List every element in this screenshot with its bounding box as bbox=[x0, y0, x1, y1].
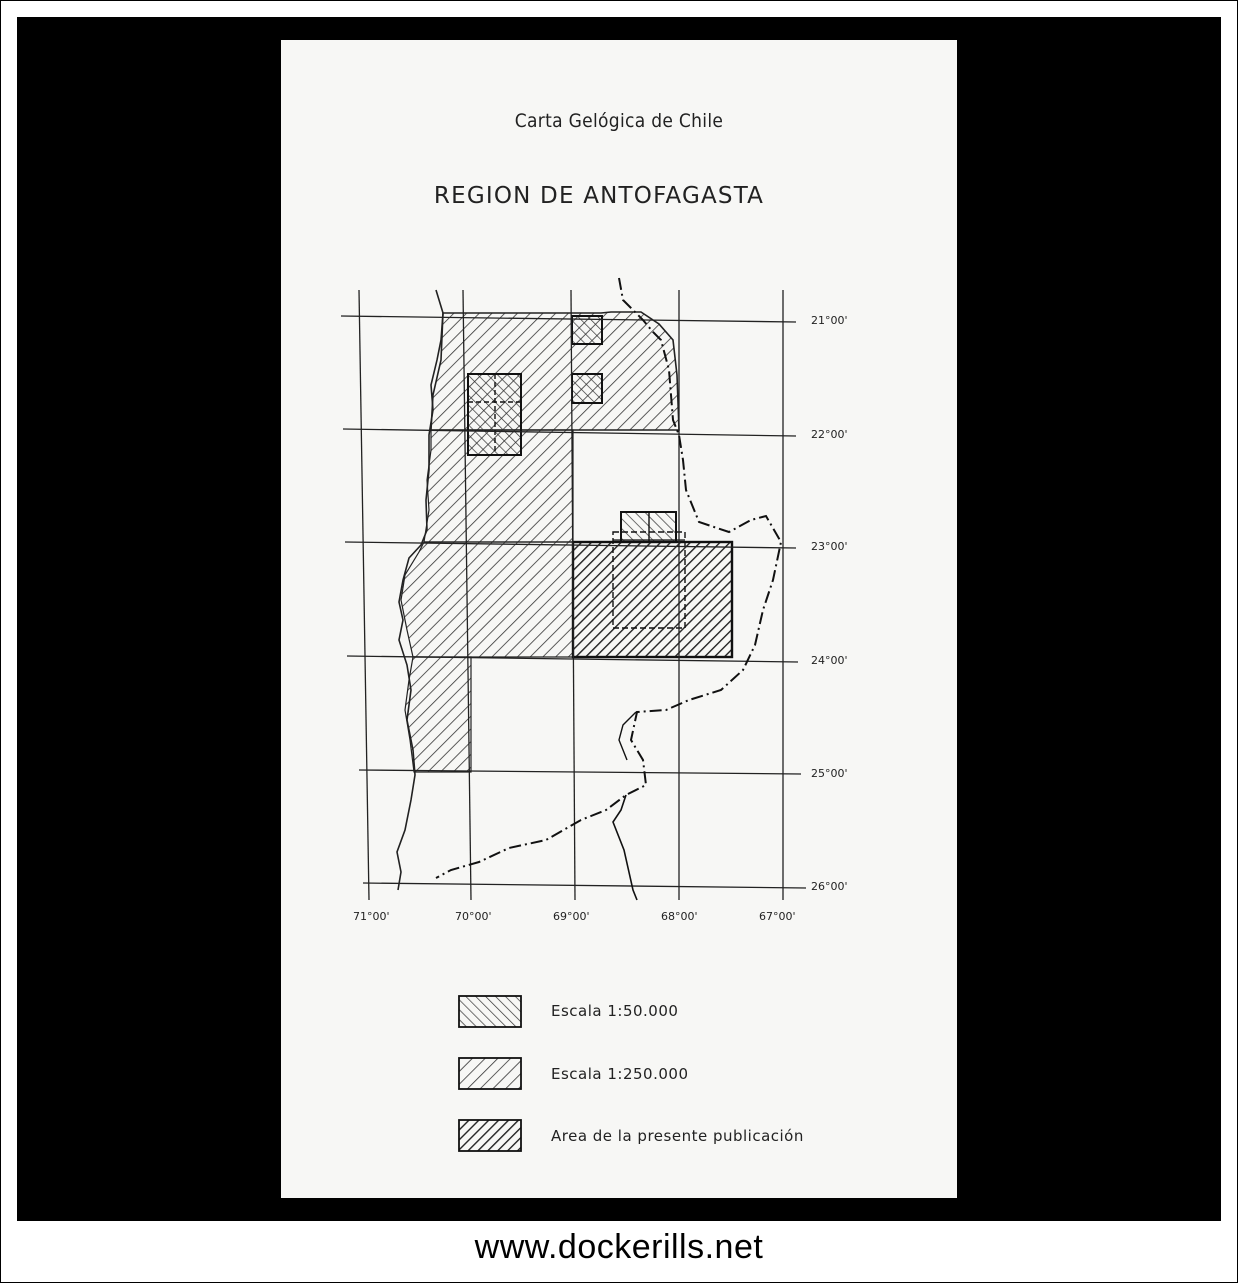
lat-label-21: 21°00' bbox=[811, 314, 848, 327]
lon-label-70: 70°00' bbox=[455, 910, 492, 923]
legend-label-250k: Escala 1:250.000 bbox=[551, 1065, 689, 1083]
lon-label-71: 71°00' bbox=[353, 910, 390, 923]
lat-label-24: 24°00' bbox=[811, 654, 848, 667]
lat-label-22: 22°00' bbox=[811, 428, 848, 441]
inner-boundary bbox=[619, 712, 636, 760]
sheet-50k-a bbox=[572, 316, 602, 344]
coastal-strip-south bbox=[405, 657, 471, 772]
lon-label-68: 68°00' bbox=[661, 910, 698, 923]
publication-area bbox=[573, 542, 732, 657]
legend-label-50k: Escala 1:50.000 bbox=[551, 1002, 679, 1020]
border-branch bbox=[613, 795, 637, 900]
map-title: REGION DE ANTOFAGASTA bbox=[433, 183, 765, 209]
map-sheet bbox=[281, 40, 957, 1198]
legend-swatch-50k bbox=[459, 996, 521, 1027]
lat-label-26: 26°00' bbox=[811, 880, 848, 893]
map-subtitle: Carta Gelógica de Chile bbox=[514, 110, 724, 132]
sheet-23-24-west bbox=[401, 542, 573, 657]
legend-swatch-publication bbox=[459, 1120, 521, 1151]
sheet-50k-b bbox=[572, 374, 602, 403]
lon-label-69: 69°00' bbox=[553, 910, 590, 923]
legend-swatch-250k bbox=[459, 1058, 521, 1089]
lon-label-67: 67°00' bbox=[759, 910, 796, 923]
lat-label-23: 23°00' bbox=[811, 540, 848, 553]
index-map bbox=[281, 40, 957, 1198]
footer-url[interactable]: www.dockerills.net bbox=[474, 1228, 764, 1266]
legend-label-publication: Area de la presente publicación bbox=[551, 1127, 804, 1145]
lat-label-25: 25°00' bbox=[811, 767, 848, 780]
